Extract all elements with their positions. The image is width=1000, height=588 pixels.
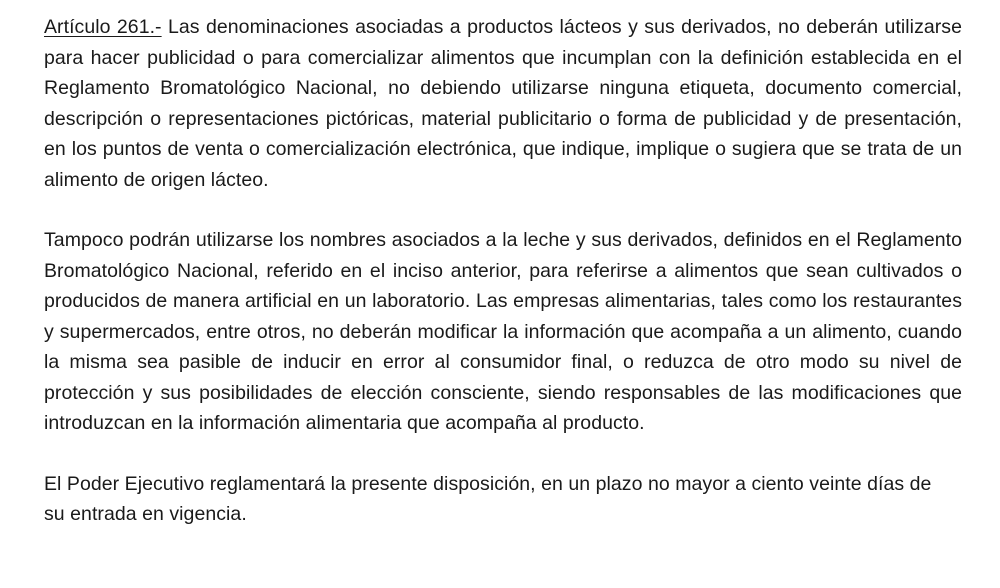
article-paragraph bbox=[44, 12, 962, 195]
second-paragraph: Tampoco podrán utilizarse los nombres asociados a la leche y sus derivados, definidos en el Reglamento Bromatológico Nacional, referido en el inciso anterior, para referirse a alimentos que sean cultivados o producidos de manera artificial en un laboratorio. Las empresas alimentarias, tales como los restaurantes y supermercados, entre otros, no deberán modificar la información que acompaña a un alimento, cuando la misma sea pasible de inducir en error al consumidor final, o reduzca de otro modo su nivel de protección y sus posibilidades de elección consciente, siendo responsables de las modificaciones que introduzcan en la información alimentaria que acompaña al producto. bbox=[44, 229, 962, 434]
document-body bbox=[44, 12, 962, 530]
article-number-label: Artículo 261.- bbox=[44, 16, 162, 38]
third-paragraph: El Poder Ejecutivo reglamentará la presente disposición, en un plazo no mayor a ciento veinte días de su entrada en vigencia. bbox=[44, 472, 932, 525]
article-paragraph-text: Las denominaciones asociadas a productos lácteos y sus derivados, no deberán utilizarse para hacer publicidad o para comercializar alimentos que incumplan con la definición establecida en el Reglamento Bromatológico Nacional, no debiendo utilizarse ninguna etiqueta, documento comercial, descripción o representaciones pictóricas, material publicitario o forma de publicidad y de presentación, en los puntos de venta o comercialización electrónica, que indique, implique o sugiera que se trata de un alimento de origen lácteo. bbox=[44, 16, 962, 191]
